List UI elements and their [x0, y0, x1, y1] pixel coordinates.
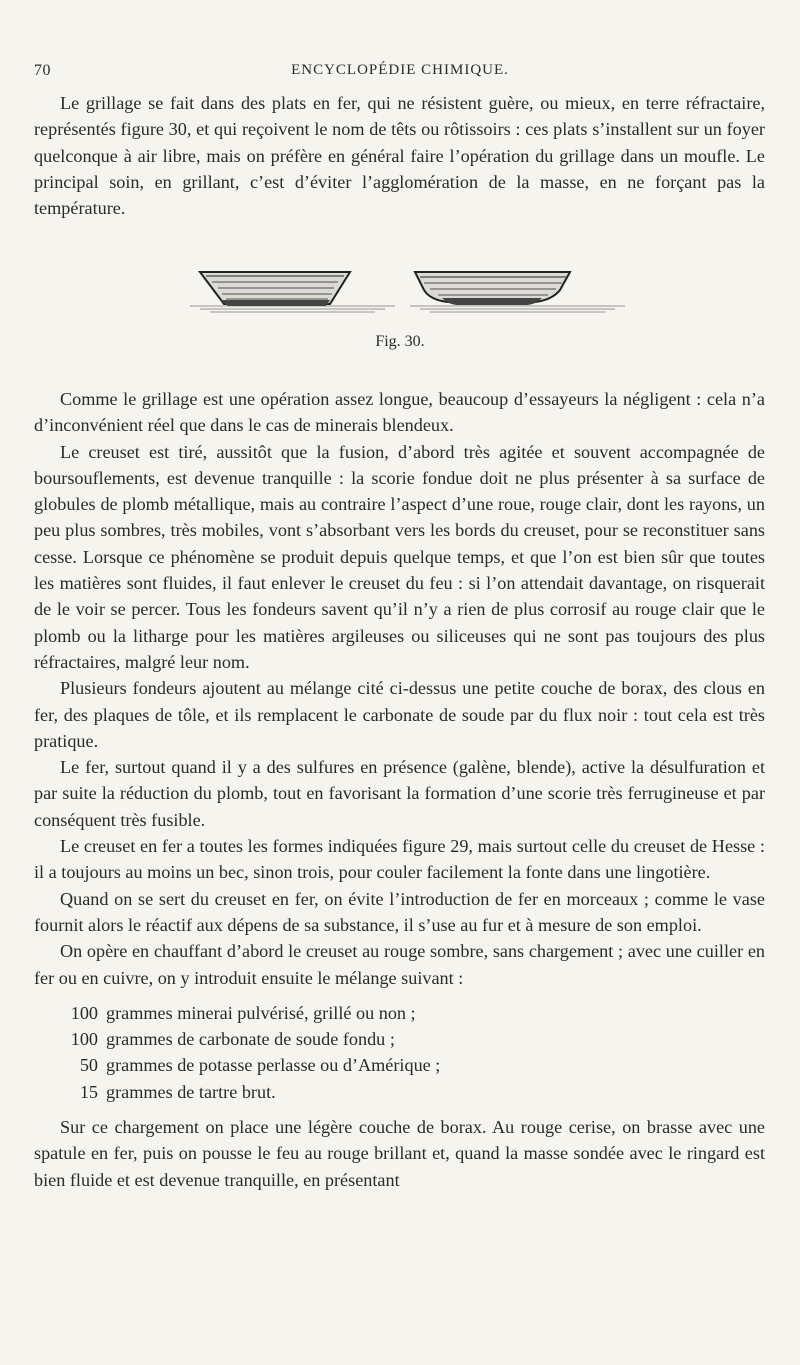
intro-text-block [34, 90, 765, 221]
recipe-item [34, 1026, 765, 1052]
paragraph: Le fer, surtout quand il y a des sulfures en présence (galène, blende), active la désulfuration et par suite la réduction du plomb, tout en favorisant la formation d’une scorie très ferrugineuse et par conséquent très fusible. [34, 757, 765, 830]
right-dish [415, 272, 570, 305]
intro-paragraph: Le grillage se fait dans des plats en fer, qui ne résistent guère, ou mieux, en terre réfractaire, représentés figure 30, et qui reçoivent le nom de têts ou rôtissoirs : ces plats s’installent sur un foyer quelconque à air libre, mais on préfère en général faire l’opération du grillage dans un moufle. Le principal soin, en grillant, c’est d’éviter l’agglomération de la masse, en ne forçant pas la température. [34, 93, 765, 219]
paragraph: Le creuset est tiré, aussitôt que la fusion, d’abord très agitée et souvent accompagnée de boursouflements, est devenue tranquille : la scorie fondue doit ne plus présenter à sa surface de globules de plomb métallique, mais au contraire l’aspect d’une roue, rouge clair, dont les rayons, un peu plus sombres, très mobiles, vont s’absorbant vers les bords du creuset, pour se reconstituer sans cesse. Lorsque ce phénomène se produit depuis quelque temps, et que l’on est bien sûr que toutes les matières sont fluides, il faut enlever le creuset du feu : si l’on attendait davantage, on risquerait de le voir se percer. Tous les fondeurs savent qu’il n’y a rien de plus corrosif au rouge clair que le plomb ou la litharge pour les matières argileuses ou siliceuses qui ne sont pas toujours des plus réfractaires, malgré leur nom. [34, 441, 765, 672]
recipe-quantity: 100 [70, 1029, 98, 1050]
left-dish [200, 272, 350, 306]
recipe-text: grammes de potasse perlasse ou d’Amérique ; [106, 1055, 441, 1076]
recipe-list [34, 1000, 765, 1105]
recipe-text: grammes de tartre brut. [106, 1081, 276, 1102]
paragraph: Plusieurs fondeurs ajoutent au mélange cité ci-dessus une petite couche de borax, des clous en fer, des plaques de tôle, et ils remplacent le carbonate de soude par du flux noir : tout cela est très pratique. [34, 678, 765, 751]
recipe-quantity: 15 [79, 1081, 98, 1102]
main-text-block [34, 386, 765, 1193]
paragraph: Le creuset en fer a toutes les formes indiquées figure 29, mais surtout celle du creuset de Hesse : il a toujours au moins un bec, sinon trois, pour couler facilement la fonte dans une lingotière. [34, 836, 765, 883]
paragraph: Comme le grillage est une opération assez longue, beaucoup d’essayeurs la négligent : cela n’a d’inconvénient réel que dans le cas de minerais blendeux. [34, 389, 765, 436]
paragraph: On opère en chauffant d’abord le creuset au rouge sombre, sans chargement ; avec une cuiller en fer ou en cuivre, on y introduit ensuite le mélange suivant : [34, 941, 765, 988]
figure-caption: Fig. 30. [375, 333, 425, 350]
closing-paragraph: Sur ce chargement on place une légère couche de borax. Au rouge cerise, on brasse avec une spatule en fer, puis on pousse le feu au rouge brillant et, quand la masse sondée avec le ringard est bien fluide et est devenue tranquille, en présentant [34, 1117, 765, 1190]
recipe-quantity: 50 [79, 1055, 98, 1076]
recipe-item [34, 1000, 765, 1026]
page-number: 70 [34, 62, 51, 79]
recipe-item [34, 1052, 765, 1078]
roasting-dishes-illustration [180, 268, 630, 328]
running-header [34, 62, 766, 88]
recipe-text: grammes minerai pulvérisé, grillé ou non ; [106, 1002, 416, 1023]
paragraph: Quand on se sert du creuset en fer, on évite l’introduction de fer en morceaux ; comme le vase fournit alors le réactif aux dépens de sa substance, il s’use au fur et à mesure de son emploi. [34, 888, 765, 935]
recipe-item [34, 1079, 765, 1105]
recipe-quantity: 100 [70, 1002, 98, 1023]
running-title: ENCYCLOPÉDIE CHIMIQUE. [291, 62, 509, 78]
recipe-text: grammes de carbonate de soude fondu ; [106, 1029, 395, 1050]
